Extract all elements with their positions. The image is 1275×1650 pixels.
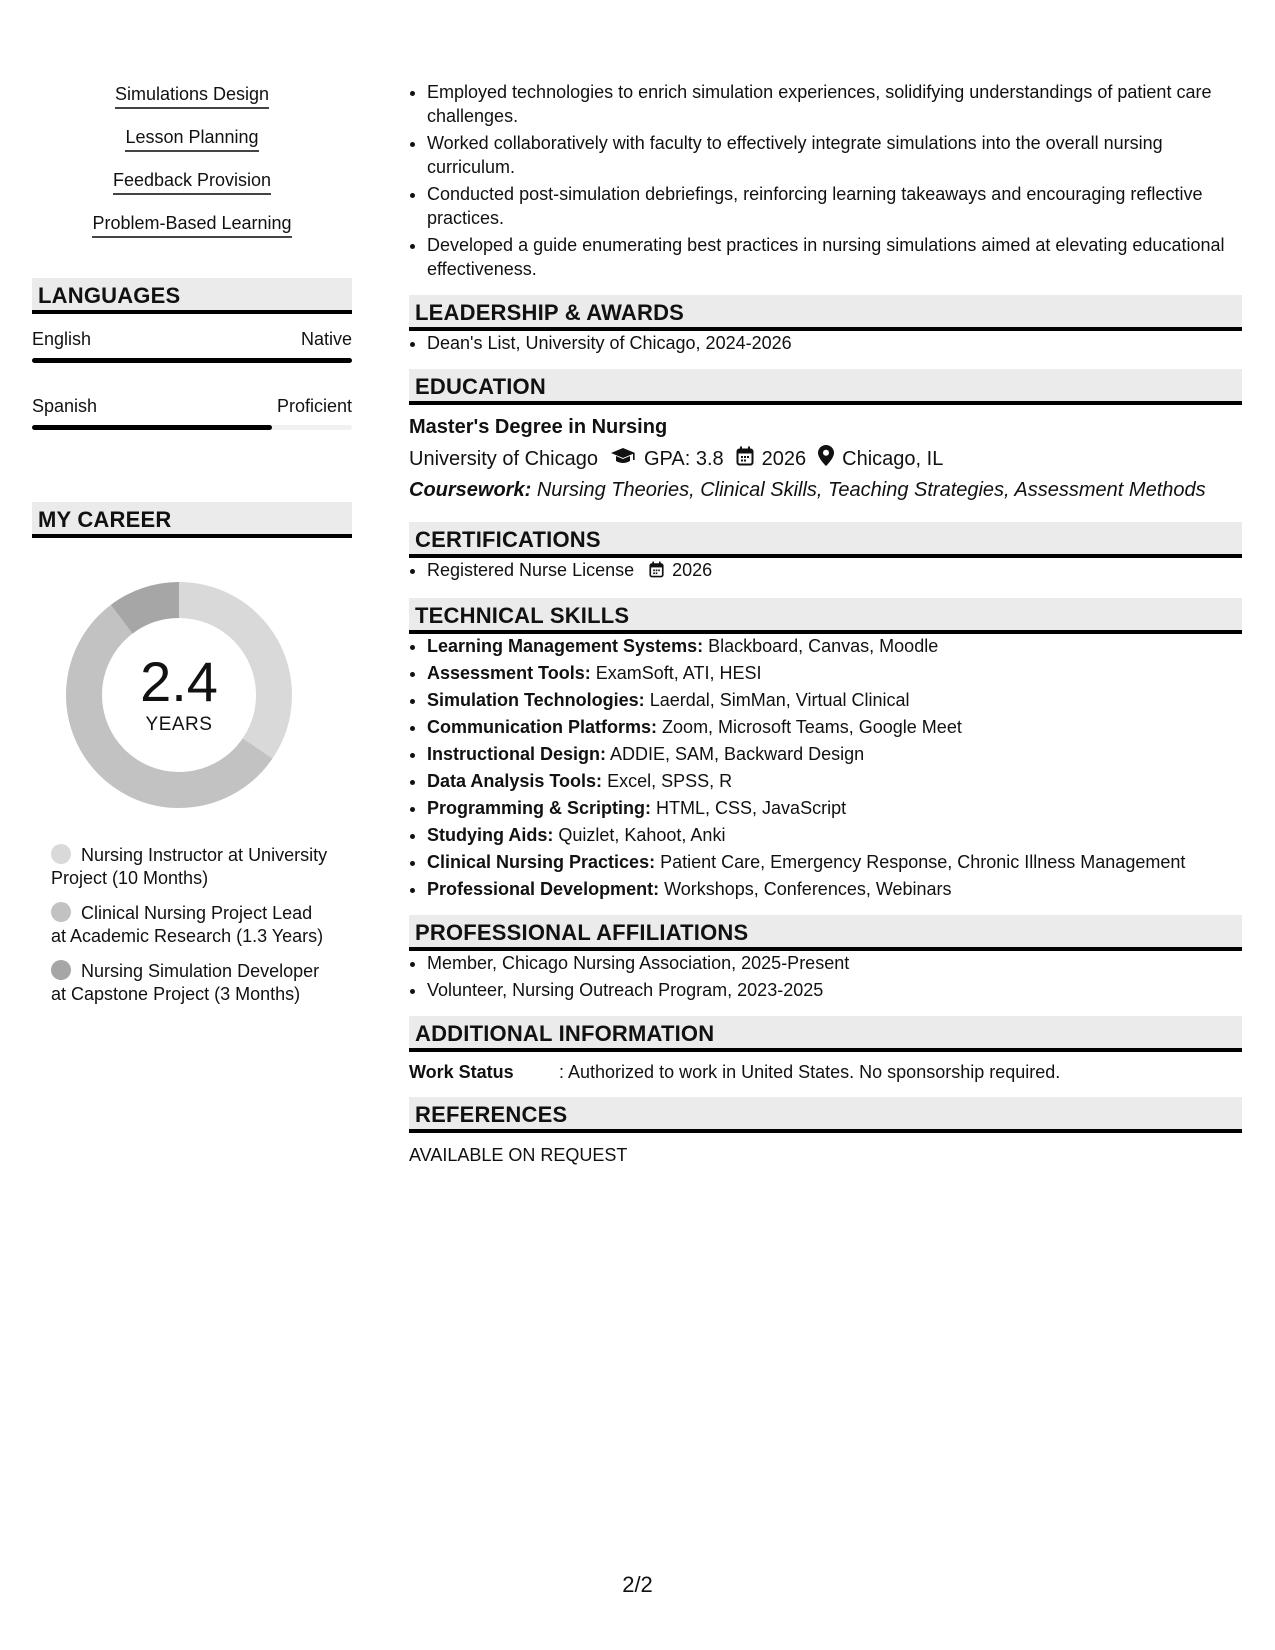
graduation-cap-icon [610,447,636,471]
experience-bullet: • Developed a guide enumerating best practices in nursing simulations aimed at elevating educational effectiveness. [427,233,1242,281]
experience-bullets [409,80,1242,281]
additional-info-section [409,1016,1242,1083]
career-legend-item: Nursing Simulation Developer at Capstone Project (3 Months) [51,961,320,1004]
language-bar-fill [32,425,272,430]
affiliations-heading: PROFESSIONAL AFFILIATIONS [409,915,1242,951]
career-donut [66,582,292,808]
coursework [409,478,1242,502]
certifications-section [409,522,1242,584]
experience-bullet: • Employed technologies to enrich simulation experiences, solidifying understandings of patient care challenges. [427,80,1242,128]
language-bar-fill [32,358,352,363]
left-column [32,84,352,1018]
education-heading: EDUCATION [409,369,1242,405]
gpa: GPA: 3.8 [643,447,724,470]
language-spanish [32,395,352,430]
legend-dot [51,902,71,922]
additional-info-heading: ADDITIONAL INFORMATION [409,1016,1242,1052]
language-level: Native [300,329,352,349]
affiliations-section [409,915,1242,1002]
career-section [32,502,352,1006]
career-heading: MY CAREER [32,502,352,538]
calendar-icon [649,560,664,584]
skill-item: Feedback Provision [32,170,352,195]
technical-skill-item: • Communication Platforms: Zoom, Microsoft Teams, Google Meet [427,715,1242,739]
skills-list [32,84,352,238]
languages-heading: LANGUAGES [32,278,352,314]
legend-dot [51,960,71,980]
technical-skill-item: • Professional Development: Workshops, Conferences, Webinars [427,877,1242,901]
affiliation-item: • Volunteer, Nursing Outreach Program, 2023-2025 [427,978,1242,1002]
page-number: 2/2 [622,1572,653,1597]
technical-skill-item: • Simulation Technologies: Laerdal, SimMan, Virtual Clinical [427,688,1242,712]
education-section [409,369,1242,502]
technical-skill-item: • Learning Management Systems: Blackboard, Canvas, Moodle [427,634,1242,658]
languages-section [32,278,352,430]
school-name: University of Chicago [409,447,598,470]
experience-bullet: • Conducted post-simulation debriefings, reinforcing learning takeaways and encouraging reflective practices. [427,182,1242,230]
certification-item: • Registered Nurse License 2026 [427,558,1242,584]
education-details [409,445,1242,472]
leadership-section [409,295,1242,355]
language-english [32,328,352,363]
career-legend-item: Nursing Instructor at University Project (10 Months) [51,845,328,888]
map-pin-icon [818,445,834,472]
donut-center [66,650,292,736]
technical-skill-item: • Studying Aids: Quizlet, Kahoot, Anki [427,823,1242,847]
career-unit: YEARS [145,714,213,735]
work-status [409,1062,1242,1083]
technical-skills-section [409,598,1242,901]
certifications-heading: CERTIFICATIONS [409,522,1242,558]
right-column [409,80,1242,1166]
references-text: AVAILABLE ON REQUEST [409,1145,628,1165]
leadership-list [409,331,1242,355]
graduation-year: 2026 [761,447,807,470]
career-legend [51,844,331,1006]
references-heading: REFERENCES [409,1097,1242,1133]
legend-dot [51,844,71,864]
references-section [409,1097,1242,1166]
technical-skills-list [409,634,1242,901]
language-name: English [32,329,92,349]
language-level: Proficient [276,396,352,416]
technical-skill-item: • Data Analysis Tools: Excel, SPSS, R [427,769,1242,793]
degree-title: Master's Degree in Nursing [409,416,668,438]
language-bar [32,425,352,430]
technical-skill-item: • Clinical Nursing Practices: Patient Care, Emergency Response, Chronic Illness Management [427,850,1242,874]
coursework-list: Nursing Theories, Clinical Skills, Teaching Strategies, Assessment Methods [536,479,1206,501]
skill-item: Problem-Based Learning [32,213,352,238]
technical-skill-item: • Assessment Tools: ExamSoft, ATI, HESI [427,661,1242,685]
technical-skill-item: • Programming & Scripting: HTML, CSS, JavaScript [427,796,1242,820]
work-status-value: : Authorized to work in United States. No sponsorship required. [559,1062,1061,1082]
skill-item: Simulations Design [32,84,352,109]
certifications-list [409,558,1242,584]
career-legend-item: Clinical Nursing Project Lead at Academic Research (1.3 Years) [51,903,324,946]
language-name: Spanish [32,396,98,416]
technical-skills-heading: TECHNICAL SKILLS [409,598,1242,634]
affiliation-item: • Member, Chicago Nursing Association, 2025-Present [427,951,1242,975]
leadership-item: • Dean's List, University of Chicago, 2024-2026 [427,331,1242,355]
technical-skill-item: • Instructional Design: ADDIE, SAM, Backward Design [427,742,1242,766]
work-status-label: Work Status [409,1062,514,1082]
experience-bullet: • Worked collaboratively with faculty to effectively integrate simulations into the overall nursing curriculum. [427,131,1242,179]
calendar-icon [736,446,754,472]
location: Chicago, IL [842,447,944,470]
language-bar [32,358,352,363]
career-total: 2.4 [140,650,218,713]
leadership-heading: LEADERSHIP & AWARDS [409,295,1242,331]
affiliations-list [409,951,1242,1002]
coursework-label: Coursework: [409,479,532,501]
skill-item: Lesson Planning [32,127,352,152]
